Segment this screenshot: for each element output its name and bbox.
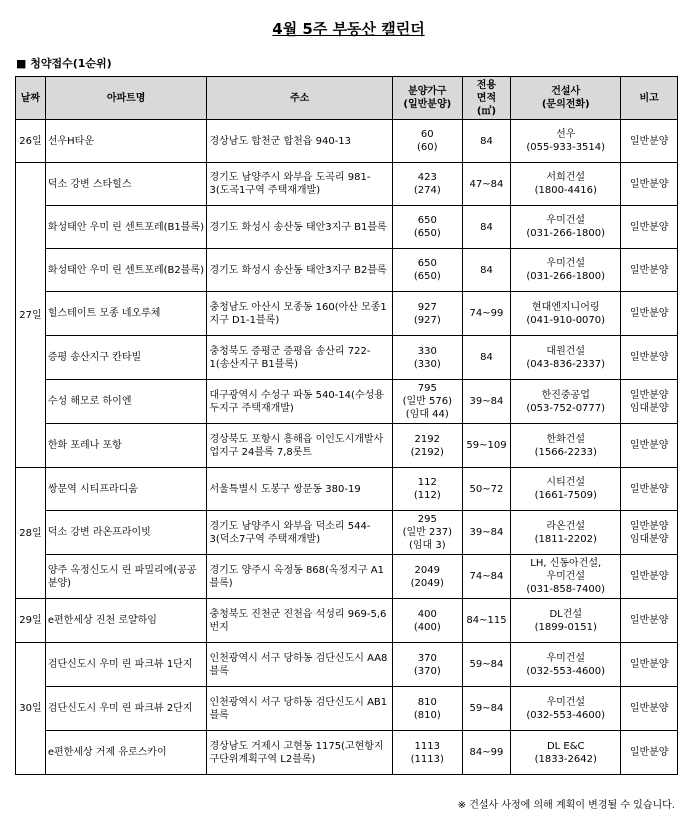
date-cell <box>16 120 46 163</box>
apartment-name: 화성태안 우미 린 센트포레(B2블록) <box>47 264 204 276</box>
table-row <box>16 731 678 775</box>
address-cell <box>207 120 392 163</box>
note-type: 일반분양 <box>629 308 669 319</box>
builder-line2: (1566-2233) <box>534 446 597 458</box>
table-row <box>16 468 678 511</box>
address-text: 충청북도 증평군 증평읍 송산리 722-1(송산지구 B1블록) <box>209 345 371 370</box>
address-cell <box>207 555 392 599</box>
address-cell <box>207 643 392 687</box>
apartment-cell <box>45 120 207 163</box>
builder-name: 선우 <box>556 129 576 140</box>
header-builder-line2: (문의전화) <box>541 99 590 110</box>
builder-cell <box>511 687 621 731</box>
note-cell <box>621 687 678 731</box>
date-text: 29일 <box>19 615 42 626</box>
address-cell <box>207 163 392 206</box>
units-general: (370) <box>413 665 441 677</box>
builder-name: 우미건설 <box>546 215 586 226</box>
units-total: 795 <box>417 383 437 394</box>
builder-cell <box>511 336 621 380</box>
builder-cell <box>511 292 621 336</box>
builder-line2: (031-266-1800) <box>526 228 606 239</box>
apartment-name: 검단신도시 우미 린 파크뷰 2단지 <box>47 703 193 714</box>
note-cell <box>621 643 678 687</box>
note-type: 일반분양 <box>629 264 669 276</box>
builder-name: 한화건설 <box>546 433 586 445</box>
units-cell <box>392 731 462 775</box>
address-cell <box>207 206 392 249</box>
table-row <box>16 643 678 687</box>
builder-cell <box>511 643 621 687</box>
builder-name: 한진중공업 <box>541 389 590 401</box>
apartment-name: 선우H타운 <box>47 135 95 147</box>
address-text: 경기도 남양주시 와부읍 덕소리 544-3(덕소7구역 주택재개발) <box>209 520 371 545</box>
address-cell <box>207 292 392 336</box>
units-total: 1113 <box>414 740 440 752</box>
area-cell <box>462 643 510 687</box>
apartment-cell <box>45 599 207 643</box>
table-header-row <box>16 77 678 120</box>
note-type: 일반분양 <box>629 389 669 401</box>
note-type: 일반분양 <box>629 615 669 626</box>
units-total: 2049 <box>414 564 440 576</box>
note-cell <box>621 555 678 599</box>
table-row <box>16 120 678 163</box>
header-units <box>392 77 462 120</box>
units-cell <box>392 206 462 249</box>
units-general: (112) <box>413 490 441 501</box>
address-text: 경기도 화성시 송산동 태안3지구 B1블록 <box>209 221 387 233</box>
builder-line2: (043-836-2337) <box>526 358 606 370</box>
page-title: 4월 5주 부동산 캘린더 <box>272 20 425 38</box>
apartment-name: e편한세상 거제 유로스카이 <box>47 747 167 758</box>
table-row <box>16 380 678 424</box>
note-cell <box>621 163 678 206</box>
units-general: (650) <box>413 271 441 282</box>
builder-line2: (053-752-0777) <box>526 402 606 414</box>
units-cell <box>392 511 462 555</box>
units-general: (400) <box>413 621 441 633</box>
builder-cell <box>511 599 621 643</box>
date-cell <box>16 599 46 643</box>
note-type: 일반분양 <box>629 520 669 532</box>
builder-cell <box>511 511 621 555</box>
note-type: 일반분양 <box>629 703 669 714</box>
builder-name: DL E&C <box>546 740 585 752</box>
units-total: 60 <box>420 129 434 140</box>
units-cell <box>392 424 462 468</box>
apartment-name: 덕소 강변 스타힐스 <box>47 178 132 190</box>
area-range: 84 <box>480 264 493 276</box>
date-text: 27일 <box>19 309 42 321</box>
table-row <box>16 249 678 292</box>
units-cell <box>392 468 462 511</box>
note-type-2: 임대분양 <box>629 402 669 414</box>
note-cell <box>621 468 678 511</box>
units-total: 927 <box>417 301 437 313</box>
note-type: 일반분양 <box>629 571 669 582</box>
area-cell <box>462 336 510 380</box>
note-cell <box>621 292 678 336</box>
address-cell <box>207 511 392 555</box>
note-type: 일반분양 <box>629 135 669 147</box>
area-cell <box>462 249 510 292</box>
builder-name: 라온건설 <box>546 520 586 532</box>
units-rental: (임대 44) <box>405 409 449 420</box>
date-text: 26일 <box>19 135 42 147</box>
table-row <box>16 687 678 731</box>
area-range: 84~115 <box>466 615 507 626</box>
address-text: 충청남도 아산시 모종동 160(아산 모종1지구 D1-1블록) <box>209 301 387 326</box>
units-cell <box>392 163 462 206</box>
area-cell <box>462 163 510 206</box>
area-cell <box>462 424 510 468</box>
header-apartment: 아파트명 <box>45 77 207 120</box>
units-general: (일반 576) <box>402 396 452 407</box>
date-text: 28일 <box>19 527 42 539</box>
builder-cell <box>511 555 621 599</box>
apartment-cell <box>45 687 207 731</box>
apartment-name: 증평 송산지구 칸타빌 <box>47 352 142 363</box>
address-cell <box>207 249 392 292</box>
header-area-line1: 전용 <box>476 79 497 91</box>
area-range: 59~109 <box>466 440 507 451</box>
units-cell <box>392 292 462 336</box>
units-cell <box>392 336 462 380</box>
units-total: 370 <box>417 652 437 664</box>
area-cell <box>462 731 510 775</box>
area-range: 74~99 <box>469 308 504 319</box>
apartment-name: 힐스테이트 모종 네오루체 <box>47 308 161 319</box>
date-cell <box>16 163 46 468</box>
apartment-name: 양주 옥정신도시 린 파밀리에(공공분양) <box>47 564 197 589</box>
area-range: 50~72 <box>469 483 504 495</box>
address-cell <box>207 424 392 468</box>
builder-cell <box>511 380 621 424</box>
apartment-cell <box>45 249 207 292</box>
note-type: 일반분양 <box>629 352 669 363</box>
address-text: 경기도 화성시 송산동 태안3지구 B2블록 <box>209 264 387 276</box>
units-total: 650 <box>417 215 437 226</box>
header-area <box>462 77 510 120</box>
builder-name: 서희건설 <box>546 172 586 183</box>
address-cell <box>207 731 392 775</box>
units-general: (810) <box>413 709 441 721</box>
units-cell <box>392 555 462 599</box>
apartment-cell <box>45 643 207 687</box>
units-cell <box>392 120 462 163</box>
units-general: (2192) <box>410 446 444 458</box>
area-range: 84 <box>480 221 493 233</box>
header-units-line2: (일반분양) <box>403 99 452 110</box>
apartment-name: 덕소 강변 라온프라이빗 <box>47 527 151 538</box>
units-total: 400 <box>417 608 437 620</box>
builder-name: LH, 신동아건설, <box>530 558 602 569</box>
units-cell <box>392 599 462 643</box>
table-row <box>16 292 678 336</box>
builder-name: 시티건설 <box>546 477 586 488</box>
area-cell <box>462 468 510 511</box>
note-cell <box>621 731 678 775</box>
apartment-name: 쌍문역 시티프라디움 <box>47 483 138 495</box>
area-cell <box>462 292 510 336</box>
builder-cell <box>511 120 621 163</box>
units-total: 112 <box>417 477 437 488</box>
apartment-name: 검단신도시 우미 린 파크뷰 1단지 <box>47 659 193 670</box>
area-cell <box>462 555 510 599</box>
units-total: 810 <box>417 696 437 708</box>
address-text: 경상남도 합천군 합천읍 940-13 <box>209 135 352 147</box>
table-row <box>16 163 678 206</box>
units-general: (330) <box>413 358 441 370</box>
apartment-cell <box>45 731 207 775</box>
builder-line2: (1811-2202) <box>534 533 597 545</box>
table-row <box>16 599 678 643</box>
builder-cell <box>511 206 621 249</box>
address-cell <box>207 380 392 424</box>
builder-line2: (1833-2642) <box>534 753 597 765</box>
builder-cell <box>511 163 621 206</box>
address-text: 충청북도 진천군 진천읍 석성리 969-5,6번지 <box>209 608 387 633</box>
area-range: 84~99 <box>469 747 504 758</box>
units-general: (274) <box>413 185 441 196</box>
units-general: (60) <box>417 142 438 153</box>
area-cell <box>462 511 510 555</box>
units-total: 423 <box>417 172 437 183</box>
apartment-name: 화성태안 우미 린 센트포레(B1블록) <box>47 221 204 233</box>
address-text: 대구광역시 수성구 파동 540-14(수성용두지구 주택재개발) <box>209 389 384 414</box>
header-area-line2: 면적 <box>476 92 497 104</box>
units-general: (650) <box>413 228 441 239</box>
builder-line2: 우미건설 <box>546 571 586 582</box>
builder-name: 우미건설 <box>546 258 586 269</box>
apartment-cell <box>45 292 207 336</box>
note-type: 일반분양 <box>629 747 669 758</box>
builder-cell <box>511 731 621 775</box>
apartment-cell <box>45 468 207 511</box>
builder-name: 우미건설 <box>546 696 586 708</box>
note-type: 일반분양 <box>629 483 669 495</box>
builder-line2: (031-266-1800) <box>526 271 606 282</box>
table-row <box>16 555 678 599</box>
area-range: 74~84 <box>469 571 504 582</box>
apartment-cell <box>45 336 207 380</box>
apartment-name: e편한세상 진천 로얄하임 <box>47 615 157 626</box>
units-general: (1113) <box>410 753 444 765</box>
address-text: 서울특별시 도봉구 쌍문동 380-19 <box>209 483 361 495</box>
address-cell <box>207 336 392 380</box>
apartment-name: 수성 해모로 하이엔 <box>47 396 132 407</box>
note-type: 일반분양 <box>629 440 669 451</box>
address-text: 인천광역시 서구 당하동 검단신도시 AA8블록 <box>209 652 388 677</box>
units-cell <box>392 249 462 292</box>
builder-line3: (031-858-7400) <box>526 584 606 595</box>
units-general: (2049) <box>410 577 444 589</box>
builder-name: 현대엔지니어링 <box>531 301 600 313</box>
area-range: 84 <box>480 135 493 147</box>
header-address: 주소 <box>207 77 392 120</box>
units-rental: (임대 3) <box>408 540 446 551</box>
note-cell <box>621 249 678 292</box>
builder-line2: (1661-7509) <box>534 490 597 501</box>
address-text: 경상북도 포항시 흥해읍 이인도시개발사업지구 24블록 7,8롯트 <box>209 433 384 458</box>
note-cell <box>621 380 678 424</box>
area-cell <box>462 687 510 731</box>
area-range: 84 <box>480 352 493 363</box>
table-row <box>16 206 678 249</box>
area-range: 47~84 <box>469 178 504 190</box>
units-cell <box>392 380 462 424</box>
area-cell <box>462 206 510 249</box>
units-cell <box>392 687 462 731</box>
note-cell <box>621 206 678 249</box>
table-row <box>16 424 678 468</box>
note-cell <box>621 424 678 468</box>
area-range: 59~84 <box>469 659 504 670</box>
header-area-line3: (㎡) <box>476 105 497 117</box>
builder-line2: (041-910-0070) <box>526 314 606 326</box>
note-cell <box>621 599 678 643</box>
apartment-cell <box>45 206 207 249</box>
header-date: 날짜 <box>16 77 46 120</box>
units-general: (일반 237) <box>402 527 452 538</box>
table-row <box>16 511 678 555</box>
apartment-cell <box>45 380 207 424</box>
apartment-cell <box>45 424 207 468</box>
table-row <box>16 336 678 380</box>
area-cell <box>462 380 510 424</box>
note-type: 일반분양 <box>629 178 669 190</box>
header-units-line1: 분양가구 <box>407 86 447 97</box>
address-text: 경기도 양주시 옥정동 868(옥정지구 A1블록) <box>209 564 384 589</box>
units-total: 650 <box>417 258 437 269</box>
address-cell <box>207 468 392 511</box>
builder-name: 우미건설 <box>546 652 586 664</box>
address-text: 인천광역시 서구 당하동 검단신도시 AB1블록 <box>209 696 388 721</box>
builder-name: 대원건설 <box>546 345 586 357</box>
date-cell <box>16 643 46 775</box>
note-cell <box>621 511 678 555</box>
apartment-cell <box>45 555 207 599</box>
builder-cell <box>511 249 621 292</box>
note-type: 일반분양 <box>629 221 669 233</box>
header-note: 비고 <box>621 77 678 120</box>
note-type: 일반분양 <box>629 659 669 670</box>
apartment-cell <box>45 163 207 206</box>
area-cell <box>462 599 510 643</box>
area-range: 39~84 <box>469 527 504 538</box>
note-cell <box>621 336 678 380</box>
header-builder <box>511 77 621 120</box>
area-range: 39~84 <box>469 396 504 407</box>
builder-line2: (1800-4416) <box>534 185 597 196</box>
builder-cell <box>511 424 621 468</box>
builder-line2: (032-553-4600) <box>526 709 606 721</box>
units-cell <box>392 643 462 687</box>
header-builder-line1: 건설사 <box>551 86 581 97</box>
builder-line2: (032-553-4600) <box>526 665 606 677</box>
builder-cell <box>511 468 621 511</box>
builder-name: DL건설 <box>549 608 583 620</box>
units-total: 330 <box>417 345 437 357</box>
footer-note: ※ 건설사 사정에 의해 계획이 변경될 수 있습니다. <box>457 800 675 811</box>
builder-line2: (055-933-3514) <box>526 142 606 153</box>
note-cell <box>621 120 678 163</box>
builder-line2: (1899-0151) <box>534 621 597 633</box>
date-cell <box>16 468 46 599</box>
apartment-name: 한화 포레나 포항 <box>47 440 122 451</box>
date-text: 30일 <box>19 703 42 714</box>
area-cell <box>462 120 510 163</box>
address-text: 경기도 남양주시 와부읍 도곡리 981-3(도곡1구역 주택재개발) <box>209 172 371 196</box>
calendar-table <box>15 76 678 775</box>
units-total: 295 <box>417 514 437 525</box>
units-total: 2192 <box>414 433 440 445</box>
address-text: 경상남도 거제시 고현동 1175(고현항지구단위계획구역 L2블록) <box>209 740 384 765</box>
section-heading: ■ 청약접수(1순위) <box>16 57 112 70</box>
apartment-cell <box>45 511 207 555</box>
address-cell <box>207 687 392 731</box>
area-range: 59~84 <box>469 703 504 714</box>
address-cell <box>207 599 392 643</box>
note-type-2: 임대분양 <box>629 533 669 545</box>
units-general: (927) <box>413 314 441 326</box>
